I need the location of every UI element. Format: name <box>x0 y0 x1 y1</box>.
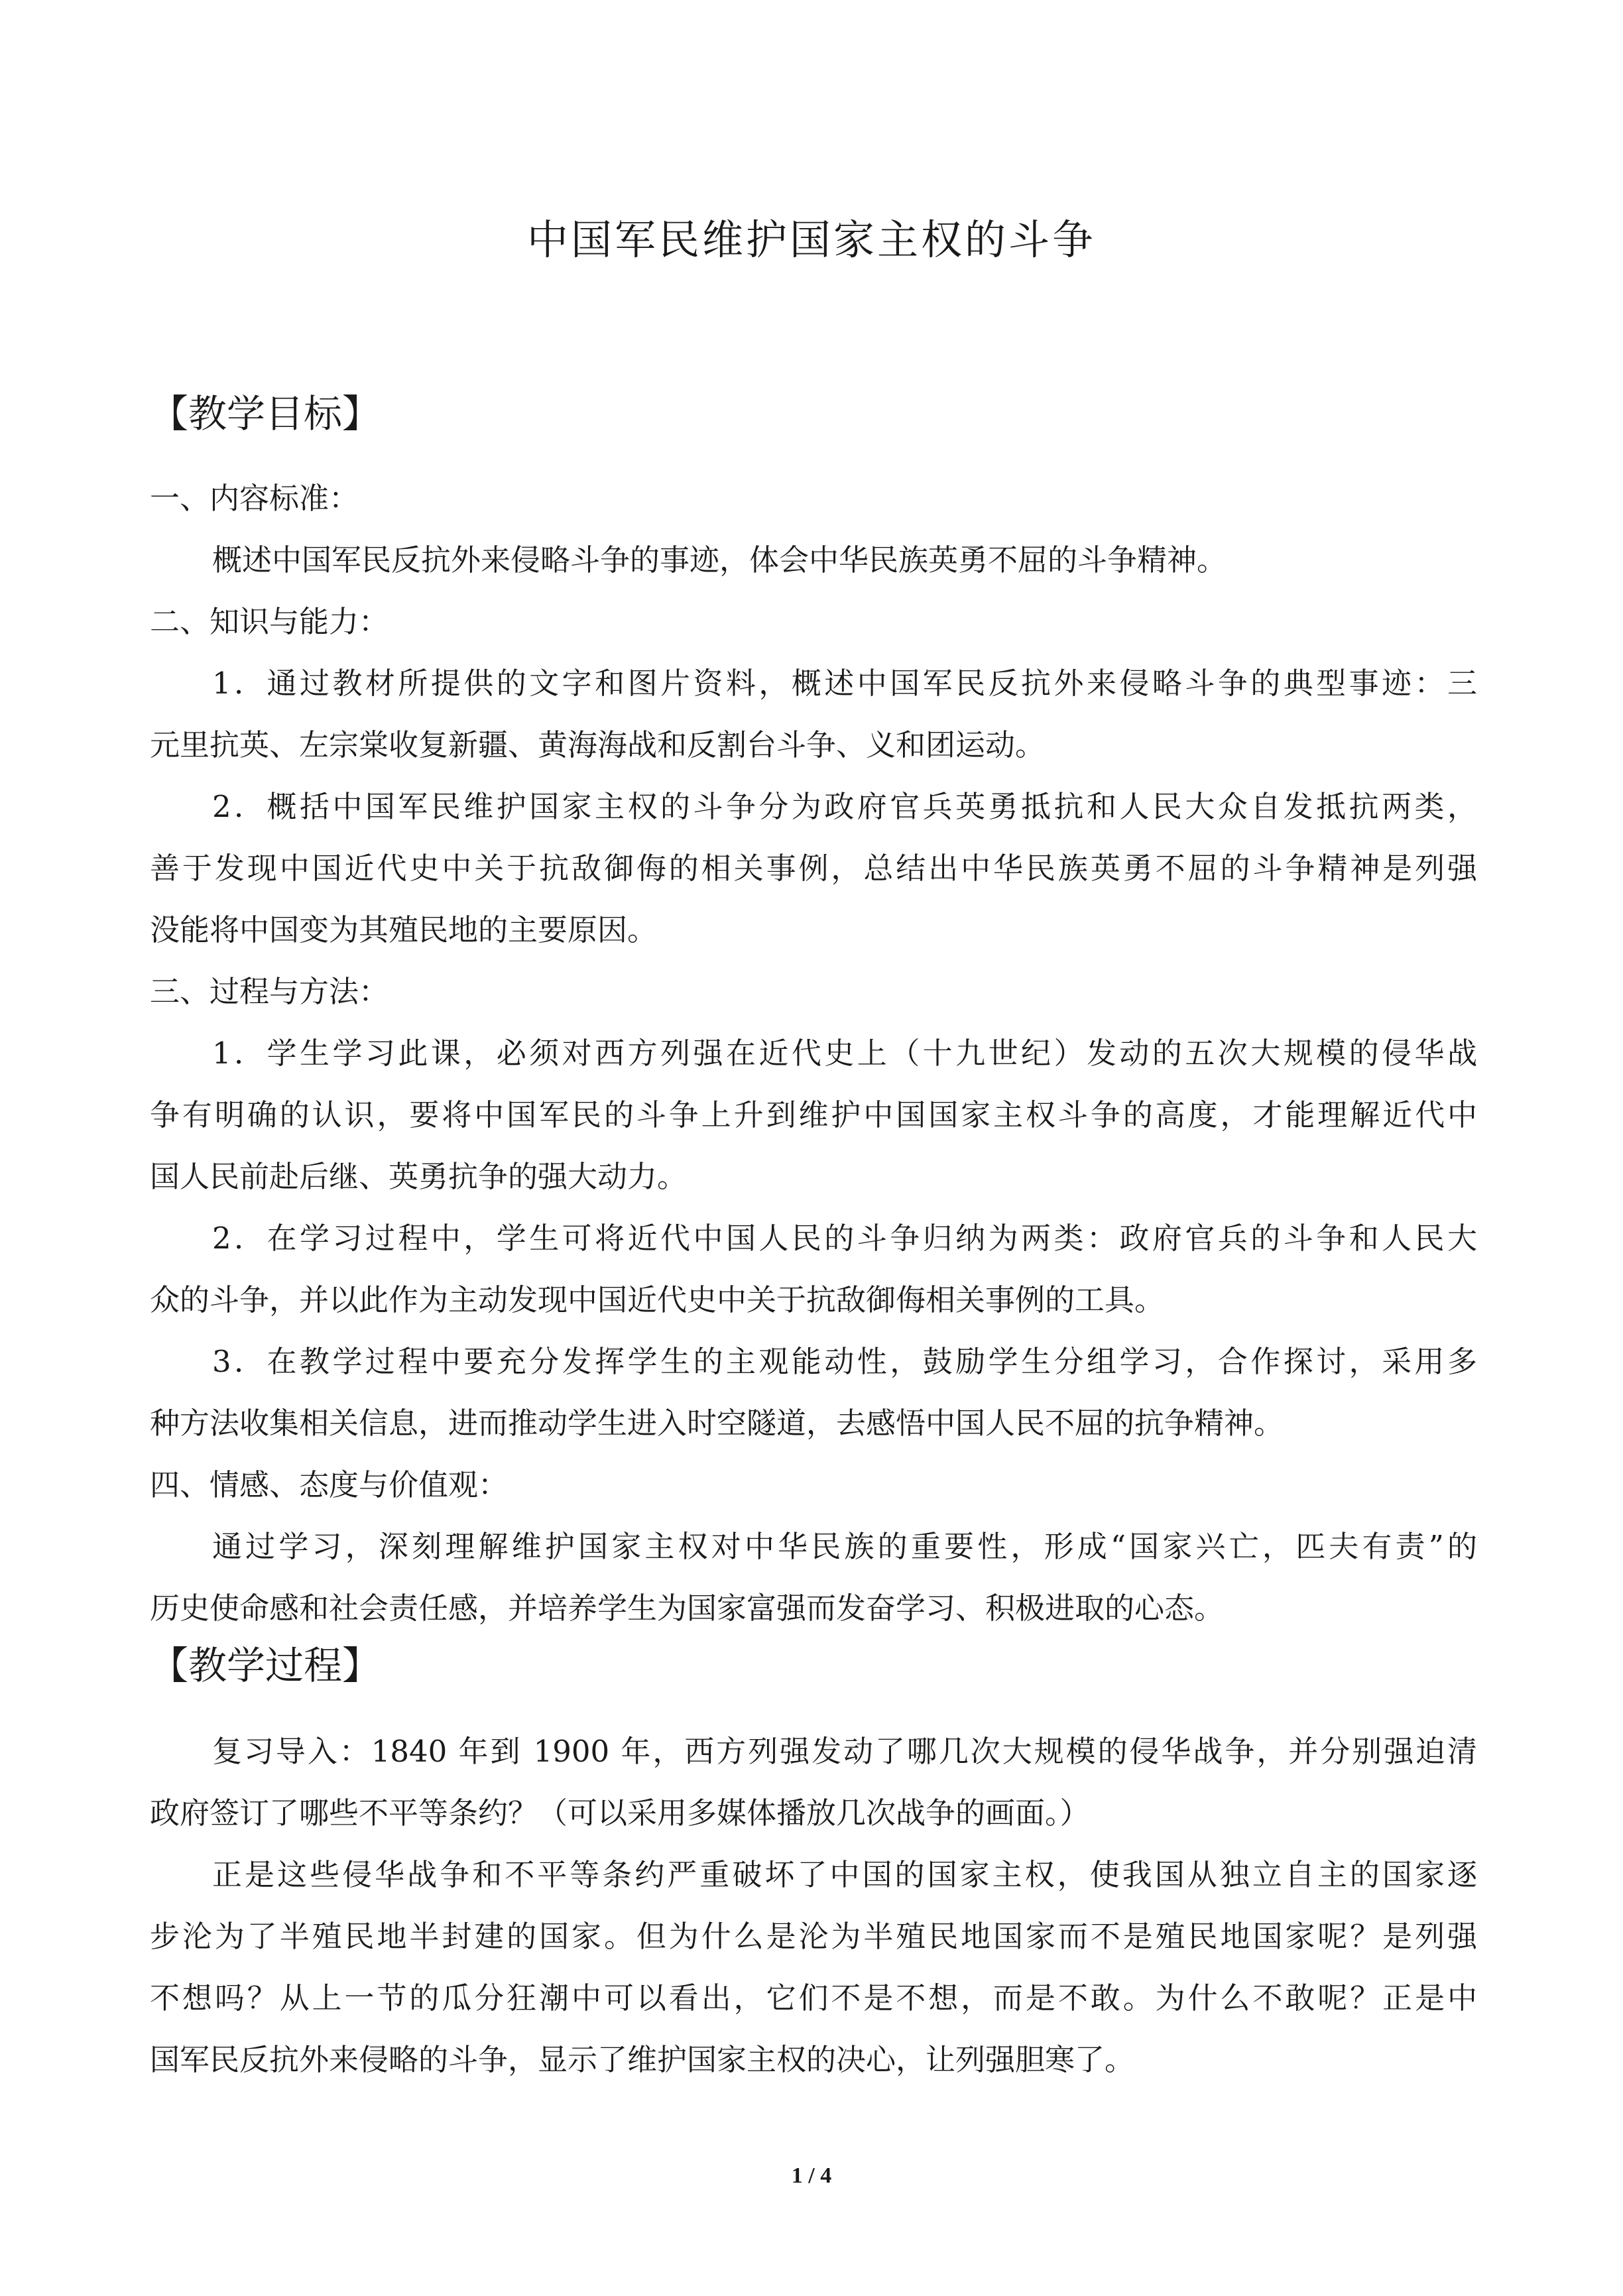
section-heading-teaching-goals: 【教学目标】 <box>150 391 381 436</box>
section-heading-teaching-process: 【教学过程】 <box>150 1643 381 1688</box>
paragraph-line: 概述中国军民反抗外来侵略斗争的事迹，体会中华民族英勇不屈的斗争精神。 <box>212 542 1227 577</box>
paragraph-line: 历史使命感和社会责任感，并培养学生为国家富强而发奋学习、积极进取的心态。 <box>150 1591 1225 1626</box>
paragraph-line: 正是这些侵华战争和不平等条约严重破坏了中国的国家主权，使我国从独立自主的国家逐 <box>212 1857 1477 1892</box>
paragraph-line: 步沦为了半殖民地半封建的国家。但为什么是沦为半殖民地国家而不是殖民地国家呢？是列强 <box>150 1919 1477 1954</box>
paragraph-line: 种方法收集相关信息，进而推动学生进入时空隧道，去感悟中国人民不屈的抗争精神。 <box>150 1406 1284 1441</box>
paragraph-line: 国军民反抗外来侵略的斗争，显示了维护国家主权的决心，让列强胆寒了。 <box>150 2042 1135 2077</box>
paragraph-line: 争有明确的认识，要将中国军民的斗争上升到维护中国国家主权斗争的高度，才能理解近代中 <box>150 1097 1477 1132</box>
paragraph-line: 3．在教学过程中要充分发挥学生的主观能动性，鼓励学生分组学习，合作探讨，采用多 <box>212 1344 1477 1379</box>
document-title: 中国军民维护国家主权的斗争 <box>526 215 1096 264</box>
page-number: 1 / 4 <box>791 2163 832 2188</box>
paragraph-line: 1．学生学习此课，必须对西方列强在近代史上（十九世纪）发动的五次大规模的侵华战 <box>212 1036 1477 1071</box>
paragraph-line: 2．在学习过程中，学生可将近代中国人民的斗争归纳为两类：政府官兵的斗争和人民大 <box>212 1221 1477 1256</box>
paragraph-line: 不想吗？从上一节的瓜分狂潮中可以看出，它们不是不想，而是不敢。为什么不敢呢？正是中 <box>150 1980 1477 2016</box>
paragraph-line: 国人民前赴后继、英勇抗争的强大动力。 <box>150 1159 688 1194</box>
paragraph-line: 善于发现中国近代史中关于抗敌御侮的相关事例，总结出中华民族英勇不屈的斗争精神是列强 <box>150 851 1477 886</box>
paragraph-line: 众的斗争，并以此作为主动发现中国近代史中关于抗敌御侮相关事例的工具。 <box>150 1282 1165 1317</box>
paragraph-line: 政府签订了哪些不平等条约？（可以采用多媒体播放几次战争的画面。） <box>150 1795 1090 1831</box>
paragraph-line: 元里抗英、左宗棠收复新疆、黄海海战和反割台斗争、义和团运动。 <box>150 727 1046 762</box>
paragraph-line: 1．通过教材所提供的文字和图片资料，概述中国军民反抗外来侵略斗争的典型事迹：三 <box>212 666 1477 701</box>
paragraph-line: 没能将中国变为其殖民地的主要原因。 <box>150 912 658 947</box>
paragraph-line: 通过学习，深刻理解维护国家主权对中华民族的重要性，形成“国家兴亡，匹夫有责”的 <box>212 1529 1477 1564</box>
subheading-content-standard: 一、内容标准： <box>150 481 359 516</box>
subheading-knowledge-ability: 二、知识与能力： <box>150 604 389 639</box>
subheading-process-method: 三、过程与方法： <box>150 974 389 1009</box>
subheading-emotion-values: 四、情感、态度与价值观： <box>150 1467 509 1502</box>
paragraph-line: 2．概括中国军民维护国家主权的斗争分为政府官兵英勇抵抗和人民大众自发抵抗两类， <box>212 789 1477 824</box>
paragraph-line: 复习导入：1840 年到 1900 年，西方列强发动了哪几次大规模的侵华战争，并分别强迫清 <box>212 1734 1477 1769</box>
